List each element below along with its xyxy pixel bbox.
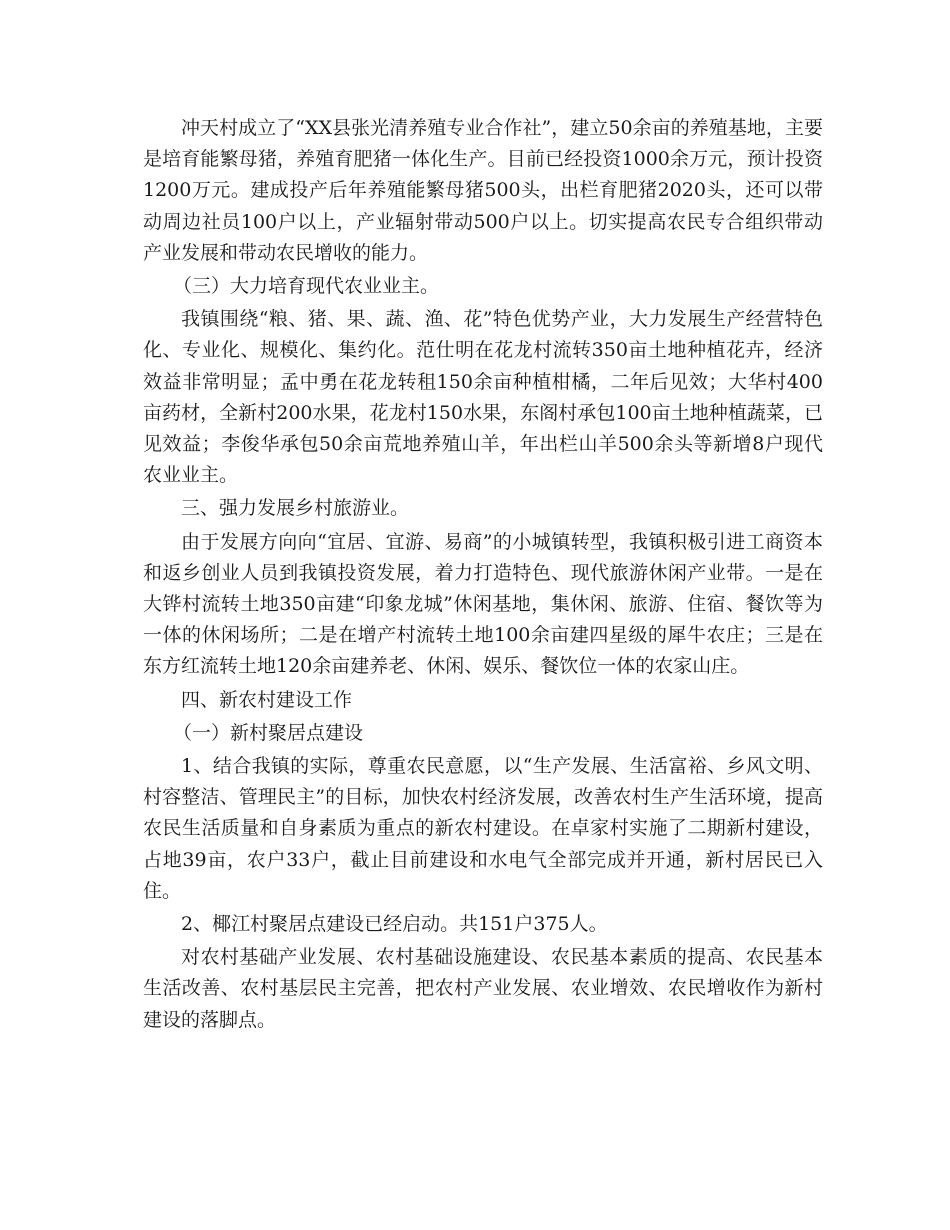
paragraph-cooperative: 冲天村成立了“XX县张光清养殖专业合作社”，建立50余亩的养殖基地，主要是培育能繁母猪，养殖育肥猪一体化生产。目前已经投资1000余万元，预计投资1200万元。建成投产后年养殖能繁母猪500头，出栏育肥猪2020头，还可以带动周边社员100户以上，产业辐射带动500户以上。切实提高农民专合组织带动产业发展和带动农民增收的能力。: [143, 117, 823, 264]
paragraph-agriculture-owners: 我镇围绕“粮、猪、果、蔬、渔、花”特色优势产业，大力发展生产经营特色化、专业化、规模化、集约化。范仕明在花龙村流转350亩土地种植花卉，经济效益非常明显；孟中勇在花龙转租150余亩种植柑橘，二年后见效；大华村400亩药材，全新村200水果，花龙村150水果，东阁村承包100亩土地种植蔬菜，已见效益；李俊华承包50余亩荒地养殖山羊，年出栏山羊500余头等新增8户现代农业业主。: [143, 308, 823, 487]
paragraph-settlement-1: 1、结合我镇的实际，尊重农民意愿，以“生产发展、生活富裕、乡风文明、村容整洁、管理民主”的目标，加快农村经济发展，改善农村生产生活环境，提高农民生活质量和自身素质为重点的新农村建设。在卓家村实施了二期新村建设，占地39亩，农户33户，截止目前建设和水电气全部完成并开通，新村居民已入住。: [143, 755, 823, 902]
paragraph-settlement-2: 2、椰江村聚居点建设已经启动。共151户375人。: [181, 913, 608, 936]
section-heading-rural-tourism: 三、强力发展乡村旅游业。: [181, 497, 410, 520]
paragraph-tourism: 由于发展方向向“宜居、宜游、易商”的小城镇转型，我镇积极引进工商资本和返乡创业人员到我镇投资发展，着力打造特色、现代旅游休闲产业带。一是在大铧村流转土地350亩建“印象龙城”休闲基地，集休闲、旅游、住宿、餐饮等为一体的休闲场所；二是在增产村流转土地100余亩建四星级的犀牛农庄；三是在东方红流转土地120余亩建养老、休闲、娱乐、餐饮位一体的农家山庄。: [143, 530, 823, 678]
section-heading-modern-agriculture: （三）大力培育现代农业业主。: [173, 275, 440, 298]
paragraph-rural-foundation: 对农村基础产业发展、农村基础设施建设、农民基本素质的提高、农民基本生活改善、农村基层民主完善，把农村产业发展、农业增效、农民增收作为新村建设的落脚点。: [143, 946, 823, 1031]
document-page: [143, 113, 823, 1038]
section-heading-new-village: 四、新农村建设工作: [181, 688, 353, 711]
section-heading-settlement: （一）新村聚居点建设: [173, 721, 364, 744]
